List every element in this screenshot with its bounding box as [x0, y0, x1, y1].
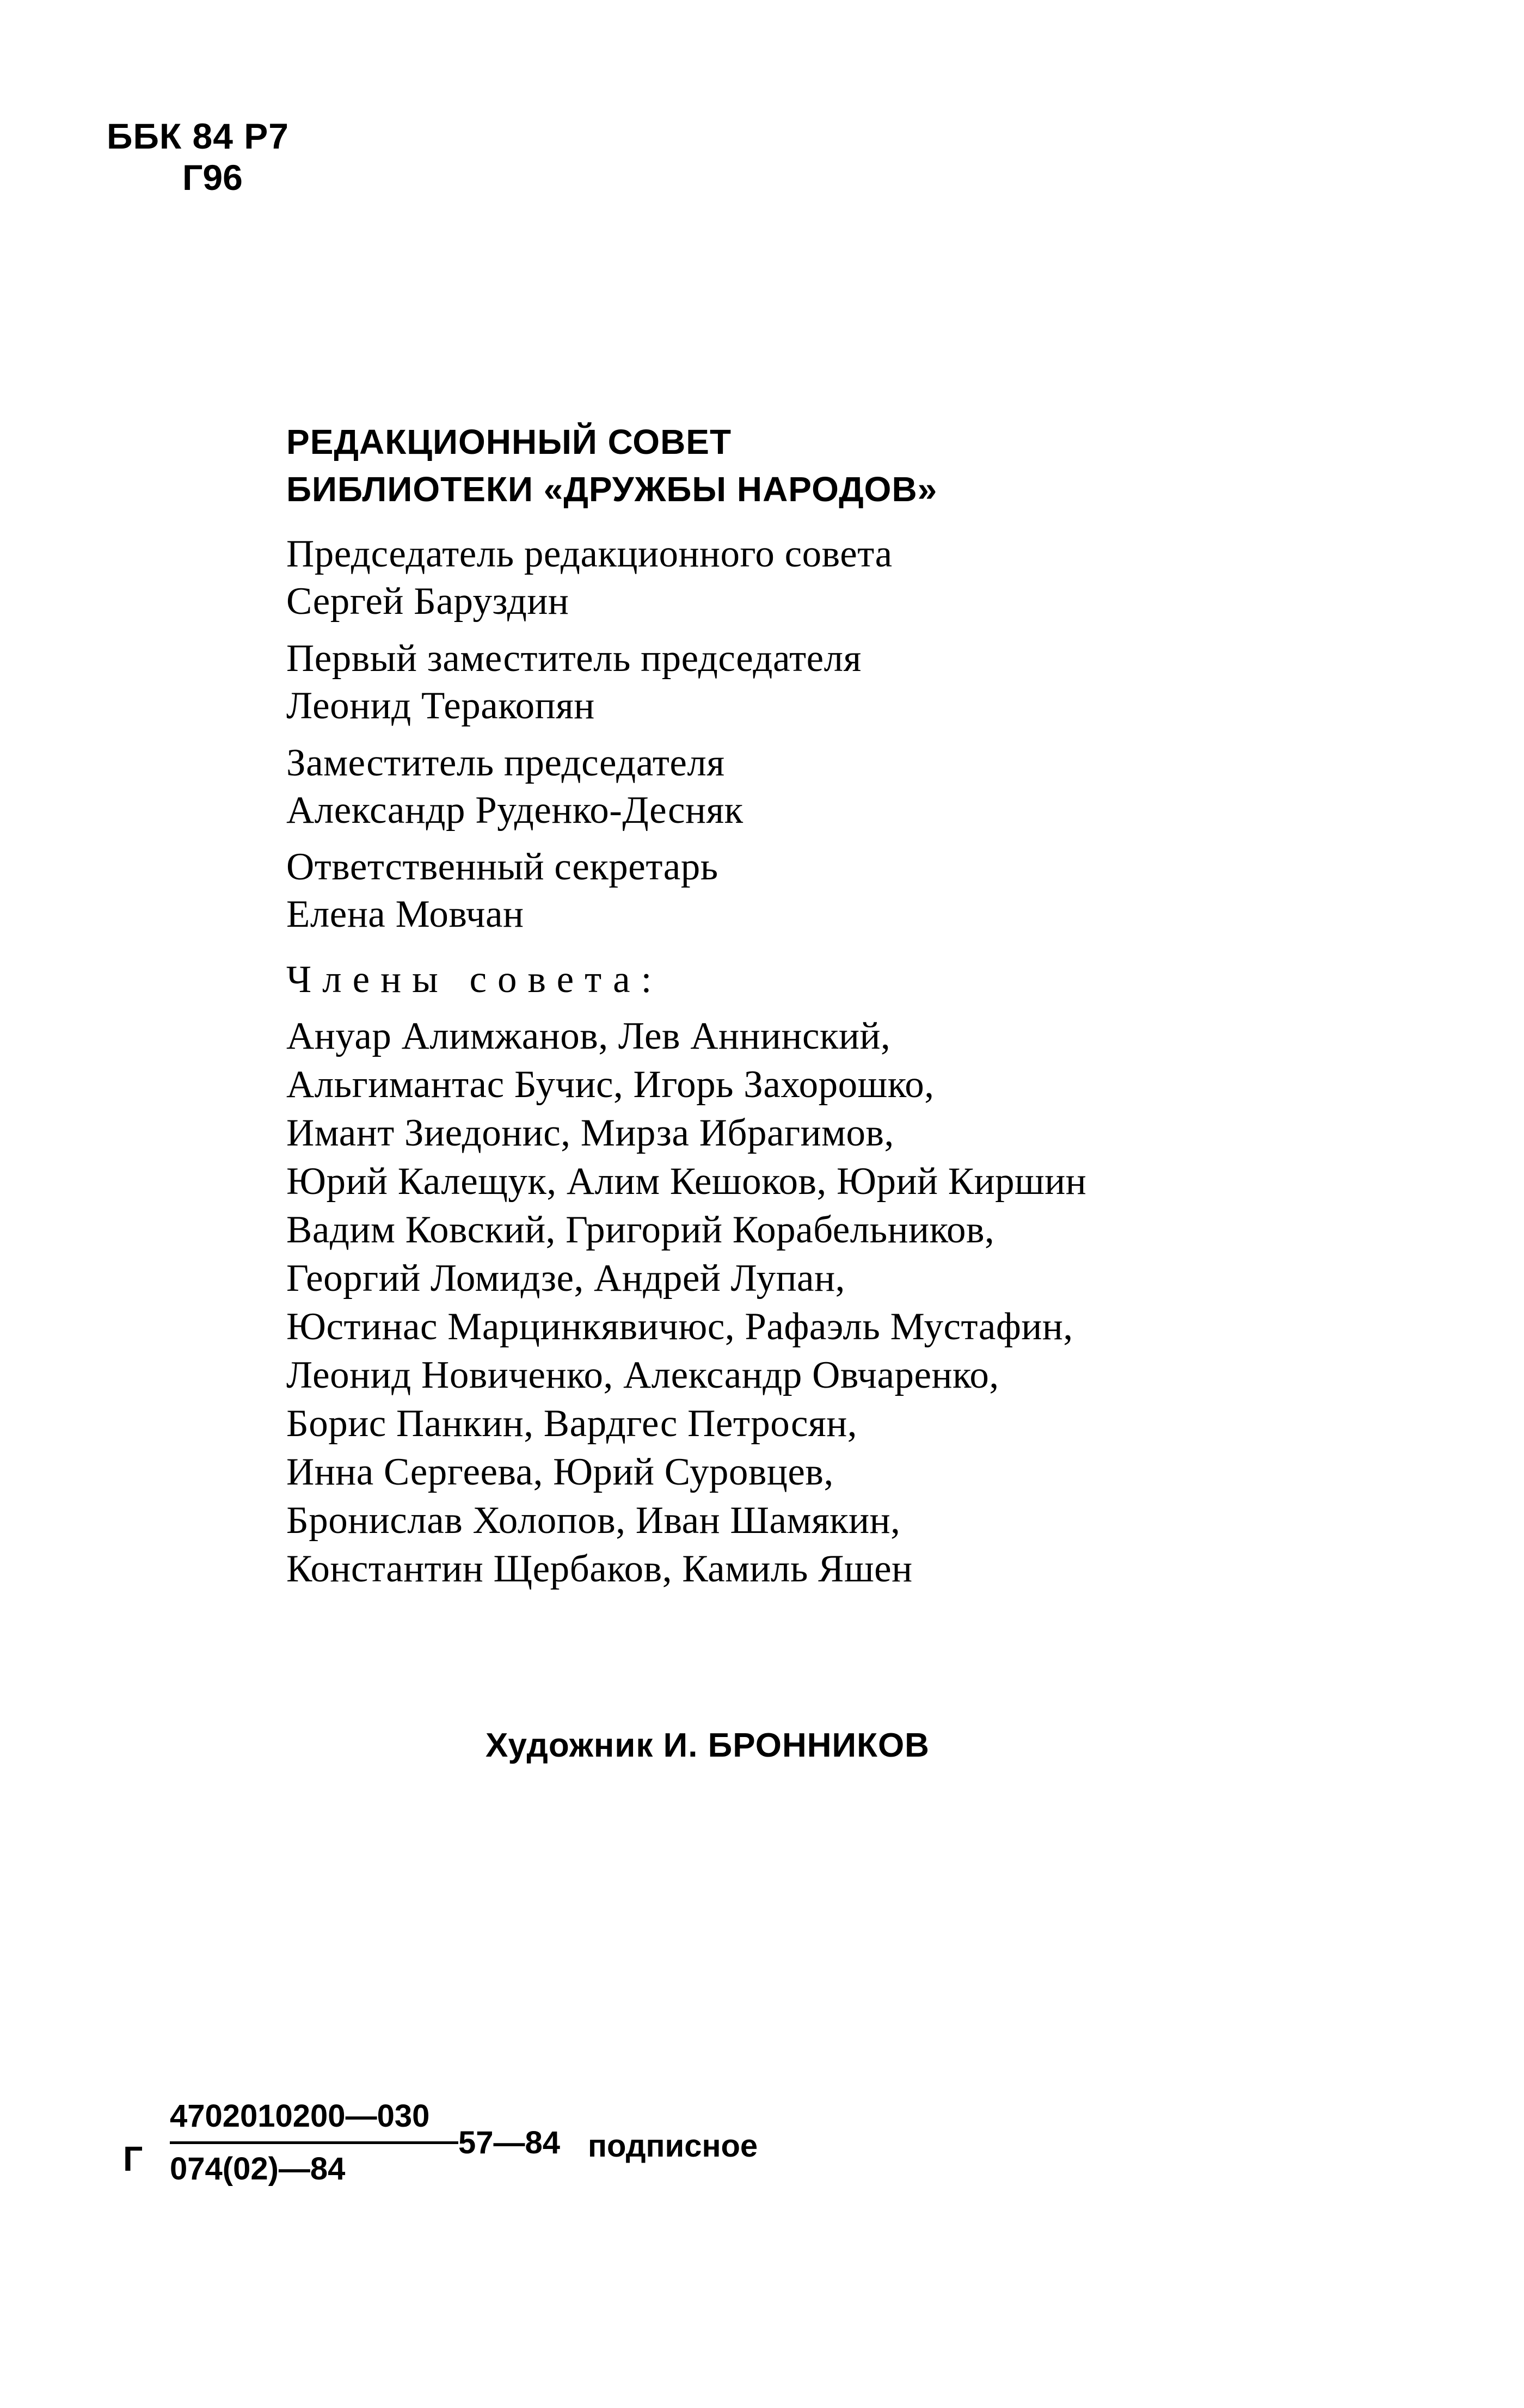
- member-line: Имант Зиедонис, Мирза Ибрагимов,: [286, 1112, 894, 1154]
- imprint-denominator: 074(02)—84: [170, 2151, 346, 2187]
- imprint-letter: Г: [123, 2139, 143, 2178]
- member-line: Леонид Новиченко, Александр Овчаренко,: [286, 1354, 999, 1396]
- secretary-role: Ответственный секретарь: [286, 846, 718, 888]
- deputy-name: Александр Руденко-Десняк: [286, 789, 743, 832]
- chairman-role: Председатель редакционного совета: [286, 533, 893, 575]
- member-line: Вадим Ковский, Григорий Корабельников,: [286, 1209, 995, 1251]
- member-line: Альгимантас Бучис, Игорь Захорошко,: [286, 1063, 935, 1106]
- member-line: Бронислав Холопов, Иван Шамякин,: [286, 1499, 901, 1542]
- deputy-role: Заместитель председателя: [286, 742, 725, 784]
- member-line: Георгий Ломидзе, Андрей Лупан,: [286, 1257, 845, 1300]
- imprint-fraction-rule: [170, 2141, 458, 2144]
- bbk-classification: ББК 84 Р7: [107, 116, 289, 156]
- author-mark: Г96: [182, 157, 243, 198]
- artist-credit: Художник И. БРОННИКОВ: [486, 1727, 930, 1764]
- members-label: Члены совета:: [286, 958, 663, 1001]
- imprint-order-number: 57—84: [458, 2125, 561, 2160]
- council-heading-line2: БИБЛИОТЕКИ «ДРУЖБЫ НАРОДОВ»: [286, 470, 938, 509]
- member-line: Ануар Алимжанов, Лев Аннинский,: [286, 1015, 891, 1057]
- chairman-name: Сергей Баруздин: [286, 580, 569, 623]
- member-line: Юстинас Марцинкявичюс, Рафаэль Мустафин,: [286, 1305, 1073, 1348]
- imprint-numerator: 4702010200—030: [170, 2098, 430, 2134]
- first-deputy-name: Леонид Теракопян: [286, 685, 595, 727]
- secretary-name: Елена Мовчан: [286, 893, 524, 935]
- imprint-subscription: подписное: [588, 2128, 758, 2164]
- member-line: Борис Панкин, Вардгес Петросян,: [286, 1402, 857, 1445]
- member-line: Юрий Калещук, Алим Кешоков, Юрий Киршин: [286, 1160, 1087, 1203]
- member-line: Инна Сергеева, Юрий Суровцев,: [286, 1451, 834, 1493]
- member-line: Константин Щербаков, Камиль Яшен: [286, 1548, 913, 1590]
- first-deputy-role: Первый заместитель председателя: [286, 637, 862, 680]
- council-heading-line1: РЕДАКЦИОННЫЙ СОВЕТ: [286, 422, 732, 461]
- members-list: [286, 1012, 1086, 1593]
